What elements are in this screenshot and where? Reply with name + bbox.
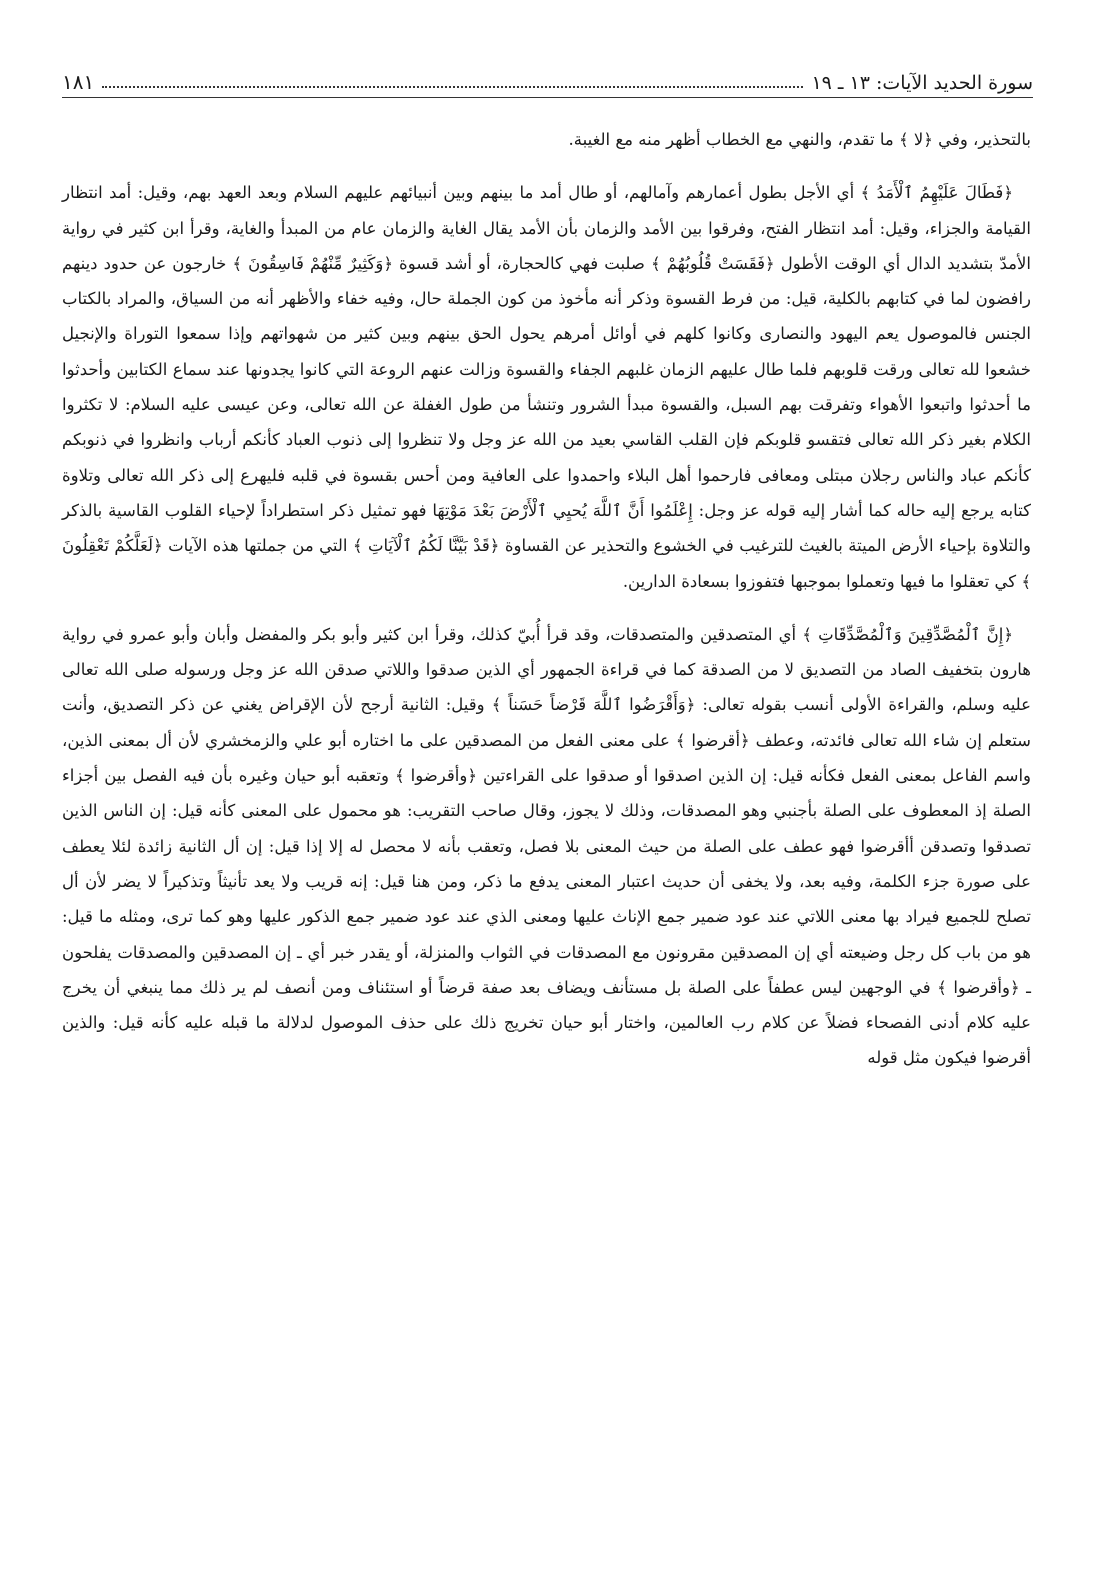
header-rule bbox=[62, 97, 1033, 98]
running-title: سورة الحديد الآيات: ١٣ ـ ١٩ bbox=[811, 72, 1033, 94]
paragraph-3: ﴿إِنَّ ٱلْمُصَّدِّقِينَ وَٱلْمُصَّدِّقَاتِ ﴾ أي المتصدقين والمتصدقات، وقد قرأ أُبيّ كذلك، وقرأ ابن كثير وأبو بكر والمفضل وأبان وأبو عمرو في رواية هارون بتخفيف الصاد من التصديق لا من الصدقة كما في قراءة الجمهور أي الذين صدقوا واللاتي صدقن الله عز وجل ورسوله صلى الله تعالى عليه وسلم، والقراءة الأولى أنسب بقوله تعالى: ﴿وَأَقْرَضُوا ٱللَّهَ قَرْضاً حَسَناً ﴾ وقيل: الثانية أرجح لأن الإقراض يغني عن ذكر التصديق، وأنت ستعلم إن شاء الله تعالى فائدته، وعطف ﴿أقرضوا ﴾ على معنى الفعل من المصدقين على ما اختاره أبو علي والزمخشري لأن أل بمعنى الذين، واسم الفاعل بمعنى الفعل فكأنه قيل: إن الذين اصدقوا أو صدقوا على القراءتين ﴿وأقرضوا ﴾ وتعقبه أبو حيان وغيره بأن فيه الفصل بين أجزاء الصلة إذ المعطوف على الصلة بأجنبي وهو المصدقات، وذلك لا يجوز، وقال صاحب التقريب: هو محمول على المعنى كأنه قيل: إن الناس الذين تصدقوا وتصدقن أأقرضوا فهو عطف على الصلة من حيث المعنى بلا فصل، وتعقب بأنه لا محصل له إلا إذا قيل: إن أل الثانية زائدة لئلا يعطف على صورة جزء الكلمة، وفيه بعد، ولا يخفى أن حديث اعتبار المعنى يدفع ما ذكر، ومن هنا قيل: إنه قريب ولا يعد تأنيثاً وتذكيراً لا يضر لأن أل تصلح للجميع فيراد بها معنى اللاتي عند عود ضمير جمع الإناث عليها ومعنى الذي عند عود ضمير جمع الذكور عليها وهو كما ترى، ومثله ما قيل: هو من باب كل رجل وضيعته أي إن المصدقين مقرونون مع المصدقات في الثواب والمنزلة، أو يقدر خبر أي ـ إن المصدقين والمصدقات يفلحون ـ ﴿وأقرضوا ﴾ في الوجهين ليس عطفاً على الصلة بل مستأنف ويضاف بعد صفة قرضاً أو استئناف ومن أنصف لم ير ذلك مما ينبغي أن يخرج عليه كلام أدنى الفصحاء فضلاً عن كلام رب العالمين، واختار أبو حيان تخريج ذلك على حذف الموصول لدلالة ما قبله عليه كأنه قيل: والذين أقرضوا فيكون مثل قوله bbox=[62, 624, 1031, 1068]
dotted-leader bbox=[102, 85, 803, 88]
paragraph-2: ﴿فَطَالَ عَلَيْهِمُ ٱلْأَمَدُ ﴾ أي الأجل بطول أعمارهم وآمالهم، أو طال أمد ما بينهم وبين أنبيائهم عليهم السلام وبعد العهد بهم، وقيل: أمد انتظار القيامة والجزاء، وقيل: أمد انتظار الفتح، وفرقوا بين الأمد والزمان بأن الأمد يقال الغاية والزمان عام من المبدأ والغاية، وقرأ ابن كثير في رواية الأمدّ بتشديد الدال أي الوقت الأطول ﴿فَقَسَتْ قُلُوبُهُمْ ﴾ صلبت فهي كالحجارة، أو أشد قسوة ﴿وَكَثِيرٌ مِّنْهُمْ فَاسِقُونَ ﴾ خارجون عن حدود دينهم رافضون لما في كتابهم بالكلية، قيل: من فرط القسوة وذكر أنه مأخوذ من كون الجملة حال، وفيه خفاء والأظهر أنه من السياق، والمراد بالكتاب الجنس فالموصول يعم اليهود والنصارى وكانوا كلهم في أوائل أمرهم يحول الحق بينهم وبين كثير من شهواتهم وإذا سمعوا التوراة والإنجيل خشعوا لله تعالى ورقت قلوبهم فلما طال عليهم الزمان غلبهم الجفاء والقسوة وزالت عنهم الروعة التي كانوا يجدونها عند سماع الكتابين وأحدثوا ما أحدثوا واتبعوا الأهواء وتفرقت بهم السبل، والقسوة مبدأ الشرور وتنشأ من طول الغفلة عن الله تعالى، وعن عيسى عليه السلام: لا تكثروا الكلام بغير ذكر الله تعالى فتقسو قلوبكم فإن القلب القاسي بعيد من الله عز وجل ولا تنظروا إلى ذنوب العباد كأنكم أرباب وانظروا في ذنوبكم كأنكم عباد والناس رجلان مبتلى ومعافى فارحموا أهل البلاء واحمدوا على العافية ومن أحس بقسوة في قلبه فليهرع إلى ذكر الله تعالى وتلاوة كتابه يرجع إليه حاله كما أشار إليه قوله عز وجل: إِعْلَمُوا أَنَّ ٱللَّهَ يُحيِي ٱلْأَرْضَ بَعْدَ مَوْتِهَا فهو تمثيل ذكر استطراداً لإحياء القلوب القاسية بالذكر والتلاوة بإحياء الأرض الميتة بالغيث للترغيب في الخشوع والتحذير عن القساوة ﴿قَدْ بَيَّنَّا لَكُمُ ٱلْآيَاتِ ﴾ التي من جملتها هذه الآيات ﴿لَعَلَّكُمْ تَعْقِلُونَ ﴾ كي تعقلوا ما فيها وتعملوا بموجبها فتفوزوا بسعادة الدارين. bbox=[62, 183, 1031, 591]
body-text bbox=[62, 122, 1031, 1076]
running-header bbox=[62, 58, 1033, 94]
page-number: ١٨١ bbox=[62, 70, 95, 94]
paragraph-1: بالتحذير، وفي ﴿لا ﴾ ما تقدم، والنهي مع الخطاب أظهر منه مع الغيبة. bbox=[568, 130, 1031, 149]
